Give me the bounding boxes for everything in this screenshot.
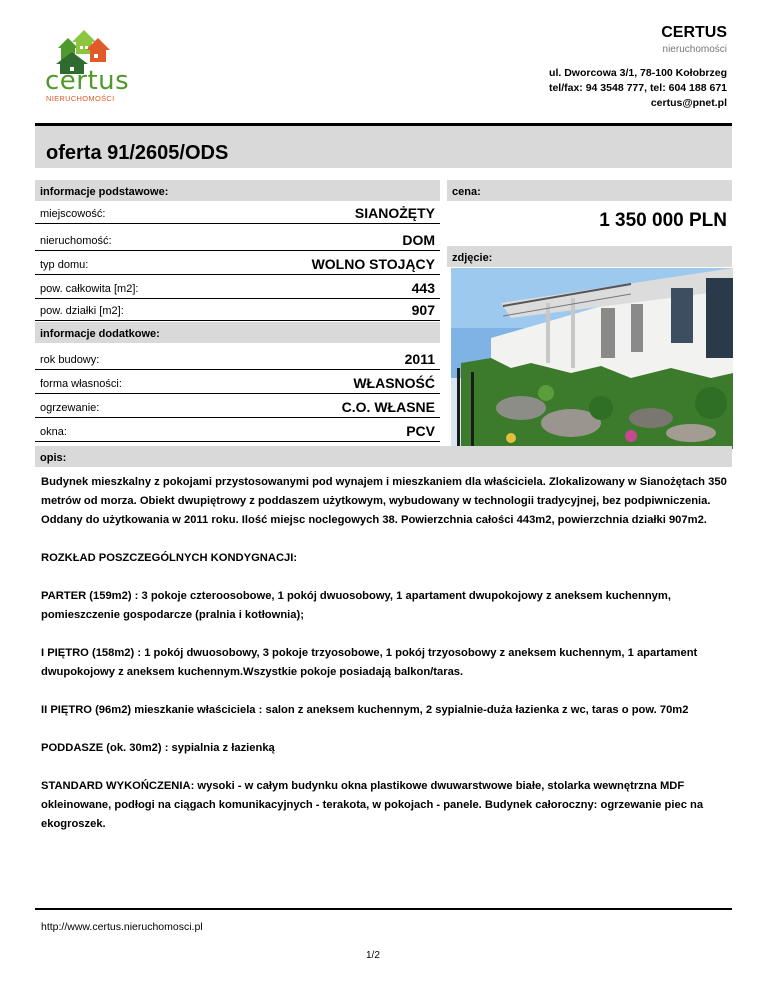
footer-divider [35,908,732,910]
description-header: opis: [35,446,732,467]
photo-header: zdjęcie: [447,246,732,267]
description-body [41,473,733,853]
row-label: rok budowy: [40,354,100,366]
logo-text: certus [45,66,130,96]
footer-url-link[interactable]: http://www.certus.nieruchomosci.pl [41,921,203,933]
info-row-house-type [35,252,440,275]
row-label: forma własności: [40,378,122,390]
company-name: CERTUS [661,24,727,41]
info-row-ownership [35,371,440,394]
row-value: 2011 [404,351,435,367]
info-row-windows [35,419,440,442]
info-row-total-area [35,276,440,299]
info-row-build-year [35,347,440,370]
extra-info-header: informacje dodatkowe: [35,322,440,343]
row-value: WOLNO STOJĄCY [311,256,435,272]
row-value: PCV [406,423,435,439]
info-row-heating [35,395,440,418]
description-paragraph: PODDASZE (ok. 30m2) : sypialnia z łazienką [41,742,275,754]
contact-block [549,66,727,111]
row-label: miejscowość: [40,208,106,220]
offer-title-bar [35,123,732,168]
description-paragraph: ROZKŁAD POSZCZEGÓLNYCH KONDYGNACJI: [41,552,298,564]
row-value: C.O. WŁASNE [341,399,435,415]
row-label: pow. całkowita [m2]: [40,283,139,295]
row-value: DOM [402,232,435,248]
price-header: cena: [447,180,732,201]
company-address: ul. Dworcowa 3/1, 78-100 Kołobrzeg [549,67,727,79]
page-number: 1/2 [366,950,380,961]
row-value: 443 [411,280,435,296]
property-photo[interactable] [451,268,733,449]
company-header [661,24,727,55]
logo-subtext: NIERUCHOMOŚCI [46,94,115,103]
offer-title: oferta 91/2605/ODS [46,142,229,164]
row-value: 907 [411,302,435,318]
row-label: nieruchomość: [40,235,112,247]
row-label: pow. działki [m2]: [40,305,124,317]
description-paragraph: PARTER (159m2) : 3 pokoje czteroosobowe, 1 pokój dwuosobowy, 1 apartament dwupokojowy z aneksem kuchennym, pomieszczenie gospodarcze (pralnia i kotłownia); [41,590,671,621]
info-row-location [35,201,440,224]
description-paragraph: I PIĘTRO (158m2) : 1 pokój dwuosobowy, 3 pokoje trzyosobowe, 1 pokój trzyosobowy z aneksem kuchennym, 1 apartament dwupokojowy z aneksem kuchennym.Wszystkie pokoje posiadają balkon/taras. [41,647,698,678]
basic-info-header: informacje podstawowe: [35,180,440,201]
row-label: typ domu: [40,259,89,271]
info-row-property [35,228,440,251]
description-paragraph: Budynek mieszkalny z pokojami przystosowanymi pod wynajem i mieszkaniem dla właściciela. Zlokalizowany w Sianożętach 350 metrów od morza. Obiekt dwupiętrowy z poddaszem użytkowym, wybudowany w technologii tradycyjnej, bez podpiwniczenia. Oddany do użytkowania w 2011 roku. Ilość miejsc noclegowych 38. Powierzchnia całości 443m2, powierzchnia działki 907m2. [41,476,727,526]
info-row-plot-area [35,298,440,321]
description-paragraph: STANDARD WYKOŃCZENIA: wysoki - w całym budynku okna plastikowe dwuwarstwowe białe, stolarka wewnętrzna MDF okleinowane, podłogi na ciągach komunikacyjnych - terakota, w pokojach - panele. Budynek całoroczny: ogrzewanie piec na ekogroszek. [41,780,704,830]
row-label: okna: [40,426,67,438]
row-value: SIANOŻĘTY [354,205,435,221]
company-subtitle: nieruchomości [662,44,727,55]
company-phone: tel/fax: 94 3548 777, tel: 604 188 671 [548,82,727,94]
row-label: ogrzewanie: [40,402,100,414]
company-email[interactable]: certus@pnet.pl [650,97,727,109]
row-value: WŁASNOŚĆ [353,375,435,391]
description-paragraph: II PIĘTRO (96m2) mieszkanie właściciela : salon z aneksem kuchennym, 2 sypialnie-duża łazienka z wc, taras o pow. 70m2 [41,704,689,716]
price-value: 1 350 000 PLN [599,210,727,231]
